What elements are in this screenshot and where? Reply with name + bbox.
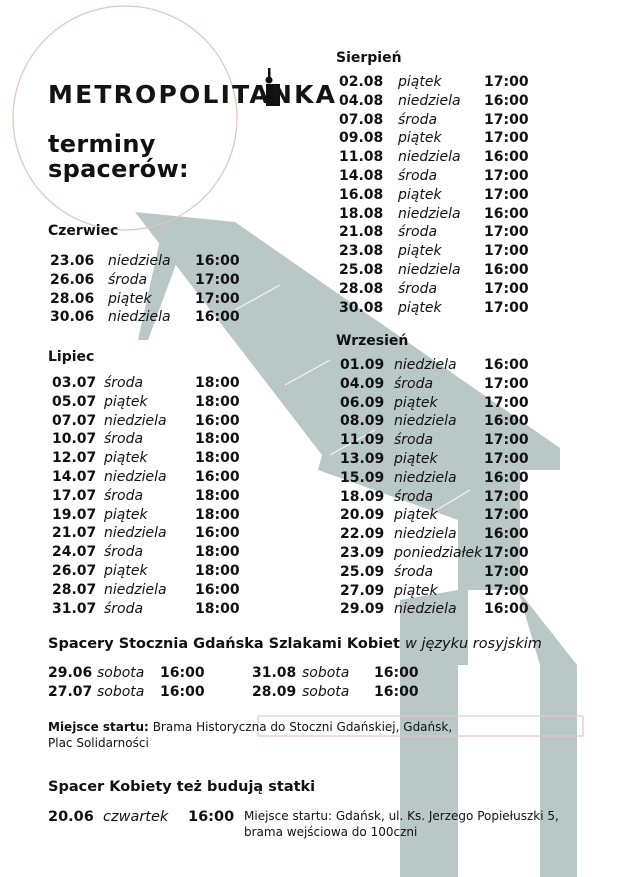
ships-start-2: brama wejściowa do 100czni (244, 825, 418, 839)
row-time: 16:00 (484, 357, 529, 373)
row-time: 16:00 (195, 309, 240, 326)
row-weekday: sobota (302, 665, 350, 681)
row-weekday: piątek (394, 507, 438, 524)
schedule-row (336, 186, 536, 205)
row-weekday: poniedziałek (394, 545, 483, 561)
schedule-row (50, 449, 250, 468)
schedule-row (336, 544, 536, 563)
row-weekday: środa (108, 271, 148, 288)
russian-heading-main: Spacery Stocznia Gdańska Szlakami Kobiet (48, 636, 400, 652)
russian-start-place (48, 719, 452, 751)
row-weekday: piątek (394, 394, 438, 411)
row-time: 16:00 (484, 205, 529, 222)
schedule-row (50, 524, 250, 543)
row-weekday: środa (394, 563, 434, 580)
row-date: 06.09 (340, 394, 385, 411)
schedule-row (48, 683, 248, 702)
schedule-row (50, 468, 250, 487)
row-weekday: piątek (398, 74, 442, 90)
ships-heading: Spacer Kobiety też budują statki (48, 779, 316, 795)
row-time: 17:00 (484, 299, 529, 316)
row-time: 17:00 (484, 563, 529, 580)
row-time: 18:00 (195, 544, 240, 561)
row-date: 25.08 (339, 262, 384, 278)
row-date: 26.06 (50, 271, 95, 288)
row-date: 25.09 (340, 563, 385, 580)
row-weekday: niedziela (104, 525, 167, 542)
start-text-2: Plac Solidarności (48, 736, 149, 750)
row-time: 17:00 (484, 507, 529, 524)
row-date: 24.07 (52, 544, 97, 561)
row-date: 28.06 (50, 290, 95, 307)
row-weekday: piątek (108, 290, 152, 307)
schedule-row (50, 562, 250, 581)
row-weekday: sobota (97, 684, 145, 700)
schedule-row (336, 148, 536, 167)
schedule-row (336, 205, 536, 224)
row-weekday: niedziela (394, 413, 457, 430)
row-time: 18:00 (195, 431, 240, 448)
row-time: 17:00 (484, 111, 529, 128)
schedule-row (336, 394, 536, 413)
row-date: 23.09 (340, 545, 385, 561)
row-time: 17:00 (484, 130, 529, 147)
schedule-row (336, 582, 536, 601)
row-weekday: środa (104, 375, 144, 391)
schedule-row (336, 73, 536, 92)
row-time: 17:00 (195, 271, 240, 288)
start-text-1: Brama Historyczna do Stoczni Gdańskiej, Gdańsk, (152, 720, 453, 734)
row-date: 19.07 (52, 506, 97, 523)
schedule-row (252, 683, 452, 702)
row-time: 18:00 (195, 506, 240, 523)
row-time: 16:00 (484, 469, 529, 486)
row-weekday: środa (394, 488, 434, 505)
schedule-row (336, 525, 536, 544)
row-date: 22.09 (340, 526, 385, 543)
row-time: 16:00 (484, 262, 529, 278)
row-time: 16:00 (195, 469, 240, 485)
row-time: 17:00 (484, 432, 529, 449)
row-time: 16:00 (195, 525, 240, 542)
row-date: 13.09 (340, 451, 385, 467)
row-date: 18.09 (340, 488, 385, 505)
row-time: 16:00 (195, 253, 240, 269)
schedule-row (336, 280, 536, 299)
row-weekday: środa (104, 431, 144, 448)
row-date: 07.08 (339, 111, 384, 128)
row-time: 16:00 (160, 684, 205, 700)
row-date: 04.09 (340, 375, 385, 392)
row-date: 14.07 (52, 469, 97, 485)
row-time: 18:00 (195, 600, 240, 617)
row-date: 15.09 (340, 469, 385, 486)
schedule-row (336, 431, 536, 450)
row-time: 16:00 (195, 412, 240, 429)
logo-text: METROPOLITANKA (48, 80, 338, 109)
row-time: 16:00 (484, 526, 529, 543)
row-weekday: piątek (398, 243, 442, 260)
row-weekday: sobota (302, 684, 350, 700)
row-date: 17.07 (52, 487, 97, 504)
row-date: 29.06 (48, 665, 93, 681)
row-date: 23.06 (50, 253, 95, 269)
row-time: 17:00 (484, 280, 529, 297)
schedule-row (336, 488, 536, 507)
row-weekday: niedziela (394, 469, 457, 486)
row-date: 05.07 (52, 393, 97, 410)
row-weekday: niedziela (108, 309, 171, 326)
row-date: 29.09 (340, 601, 385, 618)
schedule-row (336, 299, 536, 318)
row-time: 17:00 (484, 451, 529, 467)
row-date: 31.08 (252, 665, 297, 681)
ships-day: czwartek (103, 809, 169, 825)
schedule-row (336, 600, 536, 619)
month-sierpien: Sierpień (336, 50, 402, 66)
schedule-row (336, 506, 536, 525)
schedule-row (50, 600, 250, 619)
schedule-row (336, 261, 536, 280)
row-time: 18:00 (195, 450, 240, 467)
row-weekday: środa (398, 224, 438, 241)
row-weekday: niedziela (394, 601, 457, 618)
schedule-row (336, 563, 536, 582)
row-time: 16:00 (484, 601, 529, 618)
row-weekday: środa (104, 600, 144, 617)
schedule-row (336, 92, 536, 111)
row-time: 17:00 (484, 394, 529, 411)
row-date: 01.09 (340, 357, 385, 373)
schedule-row (48, 664, 248, 683)
row-time: 16:00 (484, 149, 529, 166)
row-time: 17:00 (484, 375, 529, 392)
schedule-row (50, 581, 250, 600)
row-date: 21.08 (339, 224, 384, 241)
row-time: 17:00 (484, 168, 529, 184)
row-date: 04.08 (339, 92, 384, 109)
row-weekday: niedziela (104, 412, 167, 429)
ships-date: 20.06 (48, 809, 94, 825)
schedule-row (50, 487, 250, 506)
row-date: 27.07 (48, 684, 93, 700)
row-time: 16:00 (195, 581, 240, 598)
ships-start-1: Miejsce startu: Gdańsk, ul. Ks. Jerzego Popiełuszki 5, (244, 809, 559, 823)
row-time: 17:00 (484, 74, 529, 90)
row-weekday: niedziela (394, 526, 457, 543)
row-time: 17:00 (484, 186, 529, 203)
row-date: 30.08 (339, 299, 384, 316)
row-time: 17:00 (484, 243, 529, 260)
month-wrzesien: Wrzesień (336, 333, 409, 349)
row-date: 11.09 (340, 432, 385, 449)
row-weekday: sobota (97, 665, 145, 681)
row-weekday: niedziela (398, 149, 461, 166)
row-date: 27.09 (340, 582, 385, 599)
row-weekday: piątek (104, 450, 148, 467)
row-time: 17:00 (195, 290, 240, 307)
schedule-row (336, 450, 536, 469)
row-weekday: niedziela (394, 357, 457, 373)
row-weekday: środa (104, 487, 144, 504)
title-line-1: terminy (48, 130, 156, 158)
schedule-row (336, 242, 536, 261)
schedule-row (50, 271, 250, 290)
row-date: 14.08 (339, 168, 384, 184)
pink-circle (13, 6, 237, 230)
row-time: 16:00 (484, 92, 529, 109)
row-date: 21.07 (52, 525, 97, 542)
row-date: 02.08 (339, 74, 384, 90)
month-lipiec: Lipiec (48, 349, 95, 365)
row-date: 09.08 (339, 130, 384, 147)
ships-start-place (244, 808, 559, 840)
row-time: 17:00 (484, 488, 529, 505)
row-time: 18:00 (195, 375, 240, 391)
row-time: 16:00 (484, 413, 529, 430)
schedule-row (336, 167, 536, 186)
schedule-row (336, 356, 536, 375)
row-weekday: piątek (104, 393, 148, 410)
russian-heading-suffix: w języku rosyjskim (405, 636, 542, 652)
ships-row (48, 808, 248, 827)
schedule-row (50, 252, 250, 271)
row-weekday: środa (394, 432, 434, 449)
row-date: 31.07 (52, 600, 97, 617)
row-date: 16.08 (339, 186, 384, 203)
row-date: 28.08 (339, 280, 384, 297)
row-time: 18:00 (195, 563, 240, 579)
row-time: 18:00 (195, 393, 240, 410)
row-date: 03.07 (52, 375, 97, 391)
russian-heading (48, 636, 542, 652)
row-date: 28.09 (252, 684, 297, 700)
row-weekday: środa (398, 280, 438, 297)
schedule-row (50, 506, 250, 525)
row-weekday: piątek (398, 186, 442, 203)
row-weekday: piątek (394, 582, 438, 599)
schedule-row (50, 430, 250, 449)
month-czerwiec: Czerwiec (48, 223, 119, 239)
row-date: 28.07 (52, 581, 97, 598)
row-time: 17:00 (484, 582, 529, 599)
schedule-row (50, 393, 250, 412)
row-time: 17:00 (484, 224, 529, 241)
row-date: 18.08 (339, 205, 384, 222)
row-weekday: niedziela (398, 205, 461, 222)
row-weekday: niedziela (398, 92, 461, 109)
schedule-row (336, 375, 536, 394)
row-date: 23.08 (339, 243, 384, 260)
row-weekday: niedziela (398, 262, 461, 278)
row-weekday: środa (398, 168, 438, 184)
row-date: 12.07 (52, 450, 97, 467)
row-weekday: piątek (394, 451, 438, 467)
row-date: 10.07 (52, 431, 97, 448)
row-date: 26.07 (52, 563, 97, 579)
schedule-row (336, 469, 536, 488)
schedule-row (336, 223, 536, 242)
schedule-row (252, 664, 452, 683)
page-title (48, 132, 189, 182)
row-time: 16:00 (374, 684, 419, 700)
schedule-row (336, 129, 536, 148)
schedule-row (50, 290, 250, 309)
row-weekday: piątek (104, 563, 148, 579)
title-line-2: spacerów: (48, 155, 189, 183)
row-date: 07.07 (52, 412, 97, 429)
row-weekday: niedziela (104, 581, 167, 598)
row-time: 18:00 (195, 487, 240, 504)
row-weekday: piątek (104, 506, 148, 523)
ships-time: 16:00 (188, 809, 235, 825)
row-date: 30.06 (50, 309, 95, 326)
row-weekday: środa (398, 111, 438, 128)
row-weekday: środa (104, 544, 144, 561)
row-time: 17:00 (484, 545, 529, 561)
row-weekday: niedziela (108, 253, 171, 269)
row-time: 16:00 (160, 665, 205, 681)
start-label: Miejsce startu: (48, 720, 149, 734)
row-weekday: piątek (398, 299, 442, 316)
schedule-row (50, 543, 250, 562)
row-date: 08.09 (340, 413, 385, 430)
schedule-row (336, 111, 536, 130)
row-weekday: środa (394, 375, 434, 392)
row-date: 11.08 (339, 149, 384, 166)
schedule-row (50, 308, 250, 327)
schedule-row (50, 412, 250, 431)
row-time: 16:00 (374, 665, 419, 681)
row-weekday: niedziela (104, 469, 167, 485)
row-date: 20.09 (340, 507, 385, 524)
row-weekday: piątek (398, 130, 442, 147)
schedule-row (336, 412, 536, 431)
schedule-row (50, 374, 250, 393)
